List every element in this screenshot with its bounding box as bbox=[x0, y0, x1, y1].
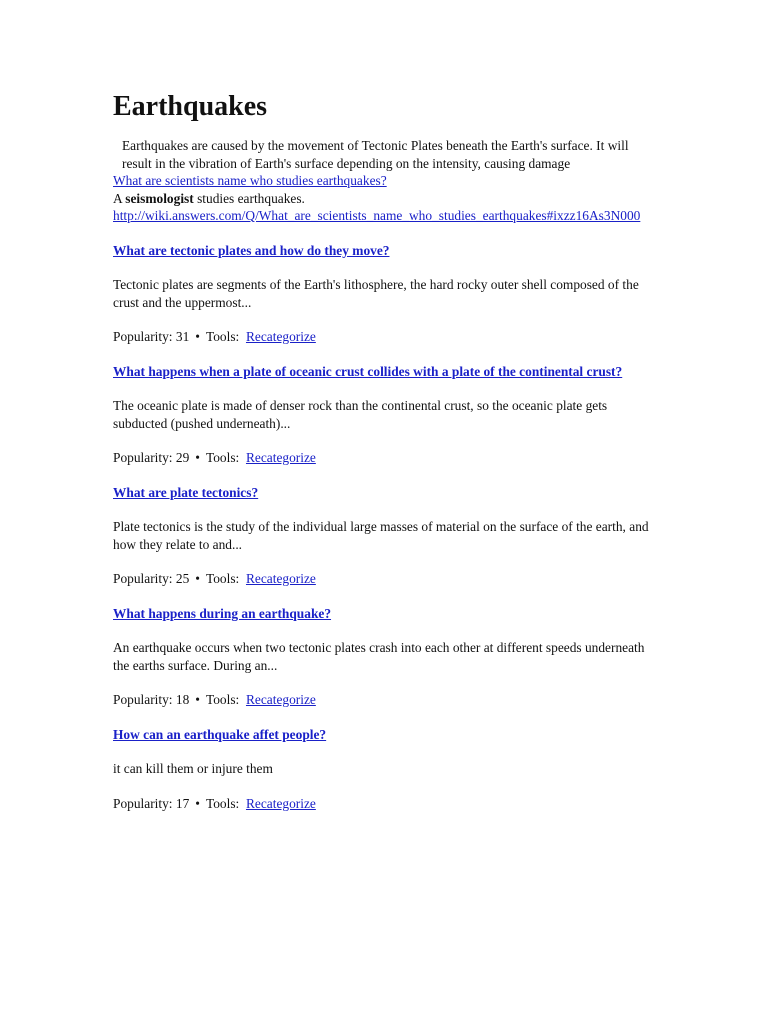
recategorize-link-5[interactable]: Recategorize bbox=[245, 795, 316, 811]
popularity-value-5: 17 bbox=[175, 795, 190, 811]
document-content bbox=[113, 90, 658, 812]
question-link-4[interactable]: What happens during an earthquake? bbox=[113, 605, 332, 621]
answer-text-1: Tectonic plates are segments of the Earth's lithosphere, the hard rocky outer shell composed of the crust and the uppermost... bbox=[113, 277, 639, 310]
popularity-label: Popularity: bbox=[113, 692, 173, 707]
bullet-separator: • bbox=[195, 692, 200, 707]
recategorize-link-1[interactable]: Recategorize bbox=[245, 329, 316, 344]
answer-text-2: The oceanic plate is made of denser rock than the continental crust, so the oceanic plate gets subducted (pushed underneath)... bbox=[113, 398, 608, 431]
answer-text-3: Plate tectonics is the study of the individual large masses of material on the surface of the earth, and how they relate to and... bbox=[113, 519, 649, 552]
question-link-5[interactable]: How can an earthquake affet people? bbox=[113, 726, 327, 742]
popularity-label: Popularity: bbox=[113, 795, 173, 811]
bullet-separator: • bbox=[195, 329, 200, 344]
popularity-value-2: 29 bbox=[175, 450, 190, 465]
recategorize-link-2[interactable]: Recategorize bbox=[245, 450, 316, 465]
top-answer-bold: seismologist bbox=[125, 190, 194, 206]
meta-row-2 bbox=[113, 449, 658, 467]
popularity-label: Popularity: bbox=[113, 571, 173, 586]
popularity-value-4: 18 bbox=[175, 692, 190, 707]
tools-label: Tools: bbox=[205, 571, 240, 586]
top-question-link[interactable]: What are scientists name who studies earthquakes? bbox=[113, 173, 387, 188]
question-link-1[interactable]: What are tectonic plates and how do they move? bbox=[113, 242, 390, 258]
popularity-value-3: 25 bbox=[175, 571, 190, 586]
bullet-separator: • bbox=[195, 571, 200, 586]
top-answer bbox=[113, 190, 658, 208]
top-qa-block bbox=[113, 172, 658, 225]
source-url-link[interactable]: http://wiki.answers.com/Q/What_are_scientists_name_who_studies_earthquakes#ixzz16As3N000 bbox=[113, 208, 641, 223]
popularity-value-1: 31 bbox=[175, 329, 190, 344]
question-link-3[interactable]: What are plate tectonics? bbox=[113, 484, 259, 500]
page-title: Earthquakes bbox=[113, 91, 268, 122]
qa-item-3 bbox=[113, 484, 658, 588]
meta-row-5 bbox=[113, 795, 658, 813]
tools-label: Tools: bbox=[205, 692, 240, 707]
top-answer-suffix: studies earthquakes. bbox=[193, 190, 305, 206]
popularity-label: Popularity: bbox=[113, 329, 173, 344]
recategorize-link-3[interactable]: Recategorize bbox=[245, 571, 316, 586]
popularity-label: Popularity: bbox=[113, 450, 173, 465]
meta-row-1 bbox=[113, 328, 658, 346]
answer-text-5: it can kill them or injure them bbox=[113, 761, 273, 776]
question-link-2[interactable]: What happens when a plate of oceanic crust collides with a plate of the continental crust? bbox=[113, 363, 623, 379]
intro-paragraph: Earthquakes are caused by the movement of Tectonic Plates beneath the Earth's surface. It will result in the vibration of Earth's surface depending on the intensity, causing damage bbox=[122, 138, 629, 171]
tools-label: Tools: bbox=[205, 450, 240, 465]
qa-item-1 bbox=[113, 242, 658, 346]
tools-label: Tools: bbox=[205, 329, 240, 344]
qa-item-4 bbox=[113, 605, 658, 709]
meta-row-3 bbox=[113, 570, 658, 588]
qa-item-2 bbox=[113, 363, 658, 467]
top-answer-prefix: A bbox=[113, 190, 126, 206]
qa-item-5 bbox=[113, 726, 658, 813]
bullet-separator: • bbox=[195, 795, 200, 811]
tools-label: Tools: bbox=[205, 795, 240, 811]
answer-text-4: An earthquake occurs when two tectonic plates crash into each other at different speeds underneath the earths surface. During an... bbox=[113, 640, 645, 673]
bullet-separator: • bbox=[195, 450, 200, 465]
meta-row-4 bbox=[113, 691, 658, 709]
recategorize-link-4[interactable]: Recategorize bbox=[245, 692, 316, 707]
